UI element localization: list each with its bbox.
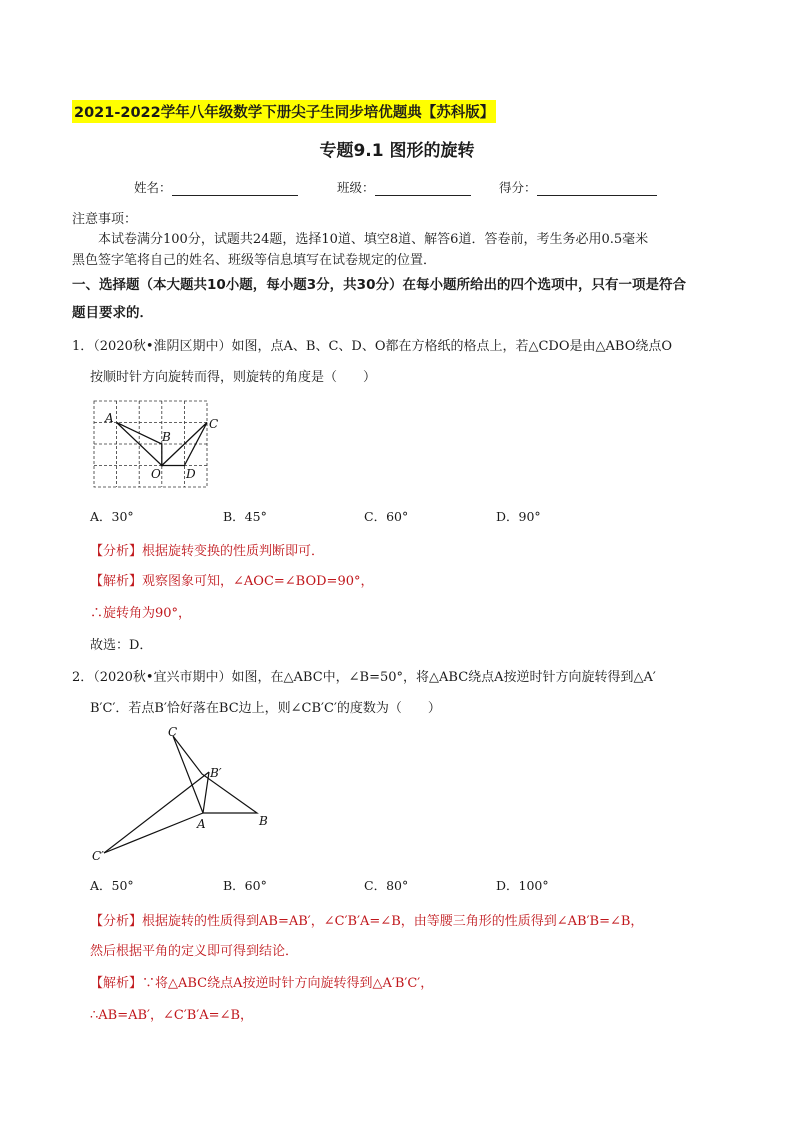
q2-triangle-figure xyxy=(88,722,278,866)
score-field-label: 得分： xyxy=(499,178,657,196)
series-banner: 2021-2022学年八年级数学下册尖子生同步培优题典【苏科版】 xyxy=(72,100,496,123)
q1-stem-line-1: 1．（2020秋•淮阴区期中）如图，点A、B、C、D、O都在方格纸的格点上，若△CDO是由△ABO绕点O xyxy=(72,339,673,354)
q1-option-a[interactable]: A．30° xyxy=(90,509,134,524)
notice-heading: 注意事项： xyxy=(72,212,138,227)
section-heading-line-2: 题目要求的． xyxy=(72,305,153,321)
q2-stem-line-2: B′C′．若点B′恰好落在BC边上，则∠CB′C′的度数为（ ） xyxy=(90,701,441,716)
q1-analysis: 【分析】根据旋转变换的性质判断即可． xyxy=(90,544,325,559)
q1-label-a: A xyxy=(105,411,114,425)
notice-line-1: 本试卷满分100分，试题共24题，选择10道、填空8道、解答6道．答卷前，考生务必用0.5毫米 xyxy=(98,232,649,247)
q2-option-c[interactable]: C．80° xyxy=(364,878,409,893)
q2-label-a: A xyxy=(197,817,206,831)
q2-label-c-prime: C′ xyxy=(92,849,104,863)
q2-analysis-line-1: 【分析】根据旋转的性质得到AB=AB′，∠C′B′A=∠B，由等腰三角形的性质得到∠AB′B=∠B， xyxy=(90,914,644,929)
q1-option-b[interactable]: B．45° xyxy=(223,509,267,524)
q1-therefore: ∴旋转角为90°， xyxy=(90,606,192,621)
page-title: 专题9.1 图形的旋转 xyxy=(319,141,475,161)
class-field-label: 班级： xyxy=(337,178,471,196)
q2-stem-line-1: 2．（2020秋•宜兴市期中）如图，在△ABC中，∠B=50°，将△ABC绕点A按逆时针方向旋转得到△A′ xyxy=(72,670,656,685)
q1-stem-line-2: 按顺时针方向旋转而得，则旋转的角度是（ ） xyxy=(90,370,377,385)
q2-option-b[interactable]: B．60° xyxy=(223,878,267,893)
score-blank[interactable] xyxy=(537,183,657,196)
class-blank[interactable] xyxy=(375,183,471,196)
notice-line-2: 黑色签字笔将自己的姓名、班级等信息填写在试卷规定的位置． xyxy=(72,253,437,268)
q2-label-b-prime: B′ xyxy=(210,766,222,780)
q2-solution-line-1: 【解析】∵将△ABC绕点A按逆时针方向旋转得到△A′B′C′， xyxy=(90,976,434,991)
q1-label-d: D xyxy=(186,467,196,481)
q1-answer: 故选：D． xyxy=(90,638,153,653)
q1-label-o: O xyxy=(151,467,161,481)
name-field-label: 姓名： xyxy=(134,178,298,196)
q2-solution-line-2: ∴AB=AB′，∠C′B′A=∠B， xyxy=(90,1008,254,1023)
q1-label-c: C xyxy=(209,417,219,431)
q1-option-c[interactable]: C．60° xyxy=(364,509,409,524)
q1-label-b: B xyxy=(162,430,171,444)
q2-option-d[interactable]: D．100° xyxy=(496,878,549,893)
q2-label-b: B xyxy=(259,814,268,828)
q2-option-a[interactable]: A．50° xyxy=(90,878,134,893)
q2-analysis-line-2: 然后根据平角的定义即可得到结论． xyxy=(90,944,299,959)
q1-solution: 【解析】观察图象可知，∠AOC=∠BOD=90°， xyxy=(90,574,374,589)
q1-grid-figure xyxy=(90,398,219,490)
section-heading-line-1: 一、选择题（本大题共10小题，每小题3分，共30分）在每小题所给出的四个选项中，只有一项是符合 xyxy=(72,277,686,293)
name-blank[interactable] xyxy=(172,183,298,196)
q2-label-c: C xyxy=(168,725,178,739)
q1-option-d[interactable]: D．90° xyxy=(496,509,541,524)
